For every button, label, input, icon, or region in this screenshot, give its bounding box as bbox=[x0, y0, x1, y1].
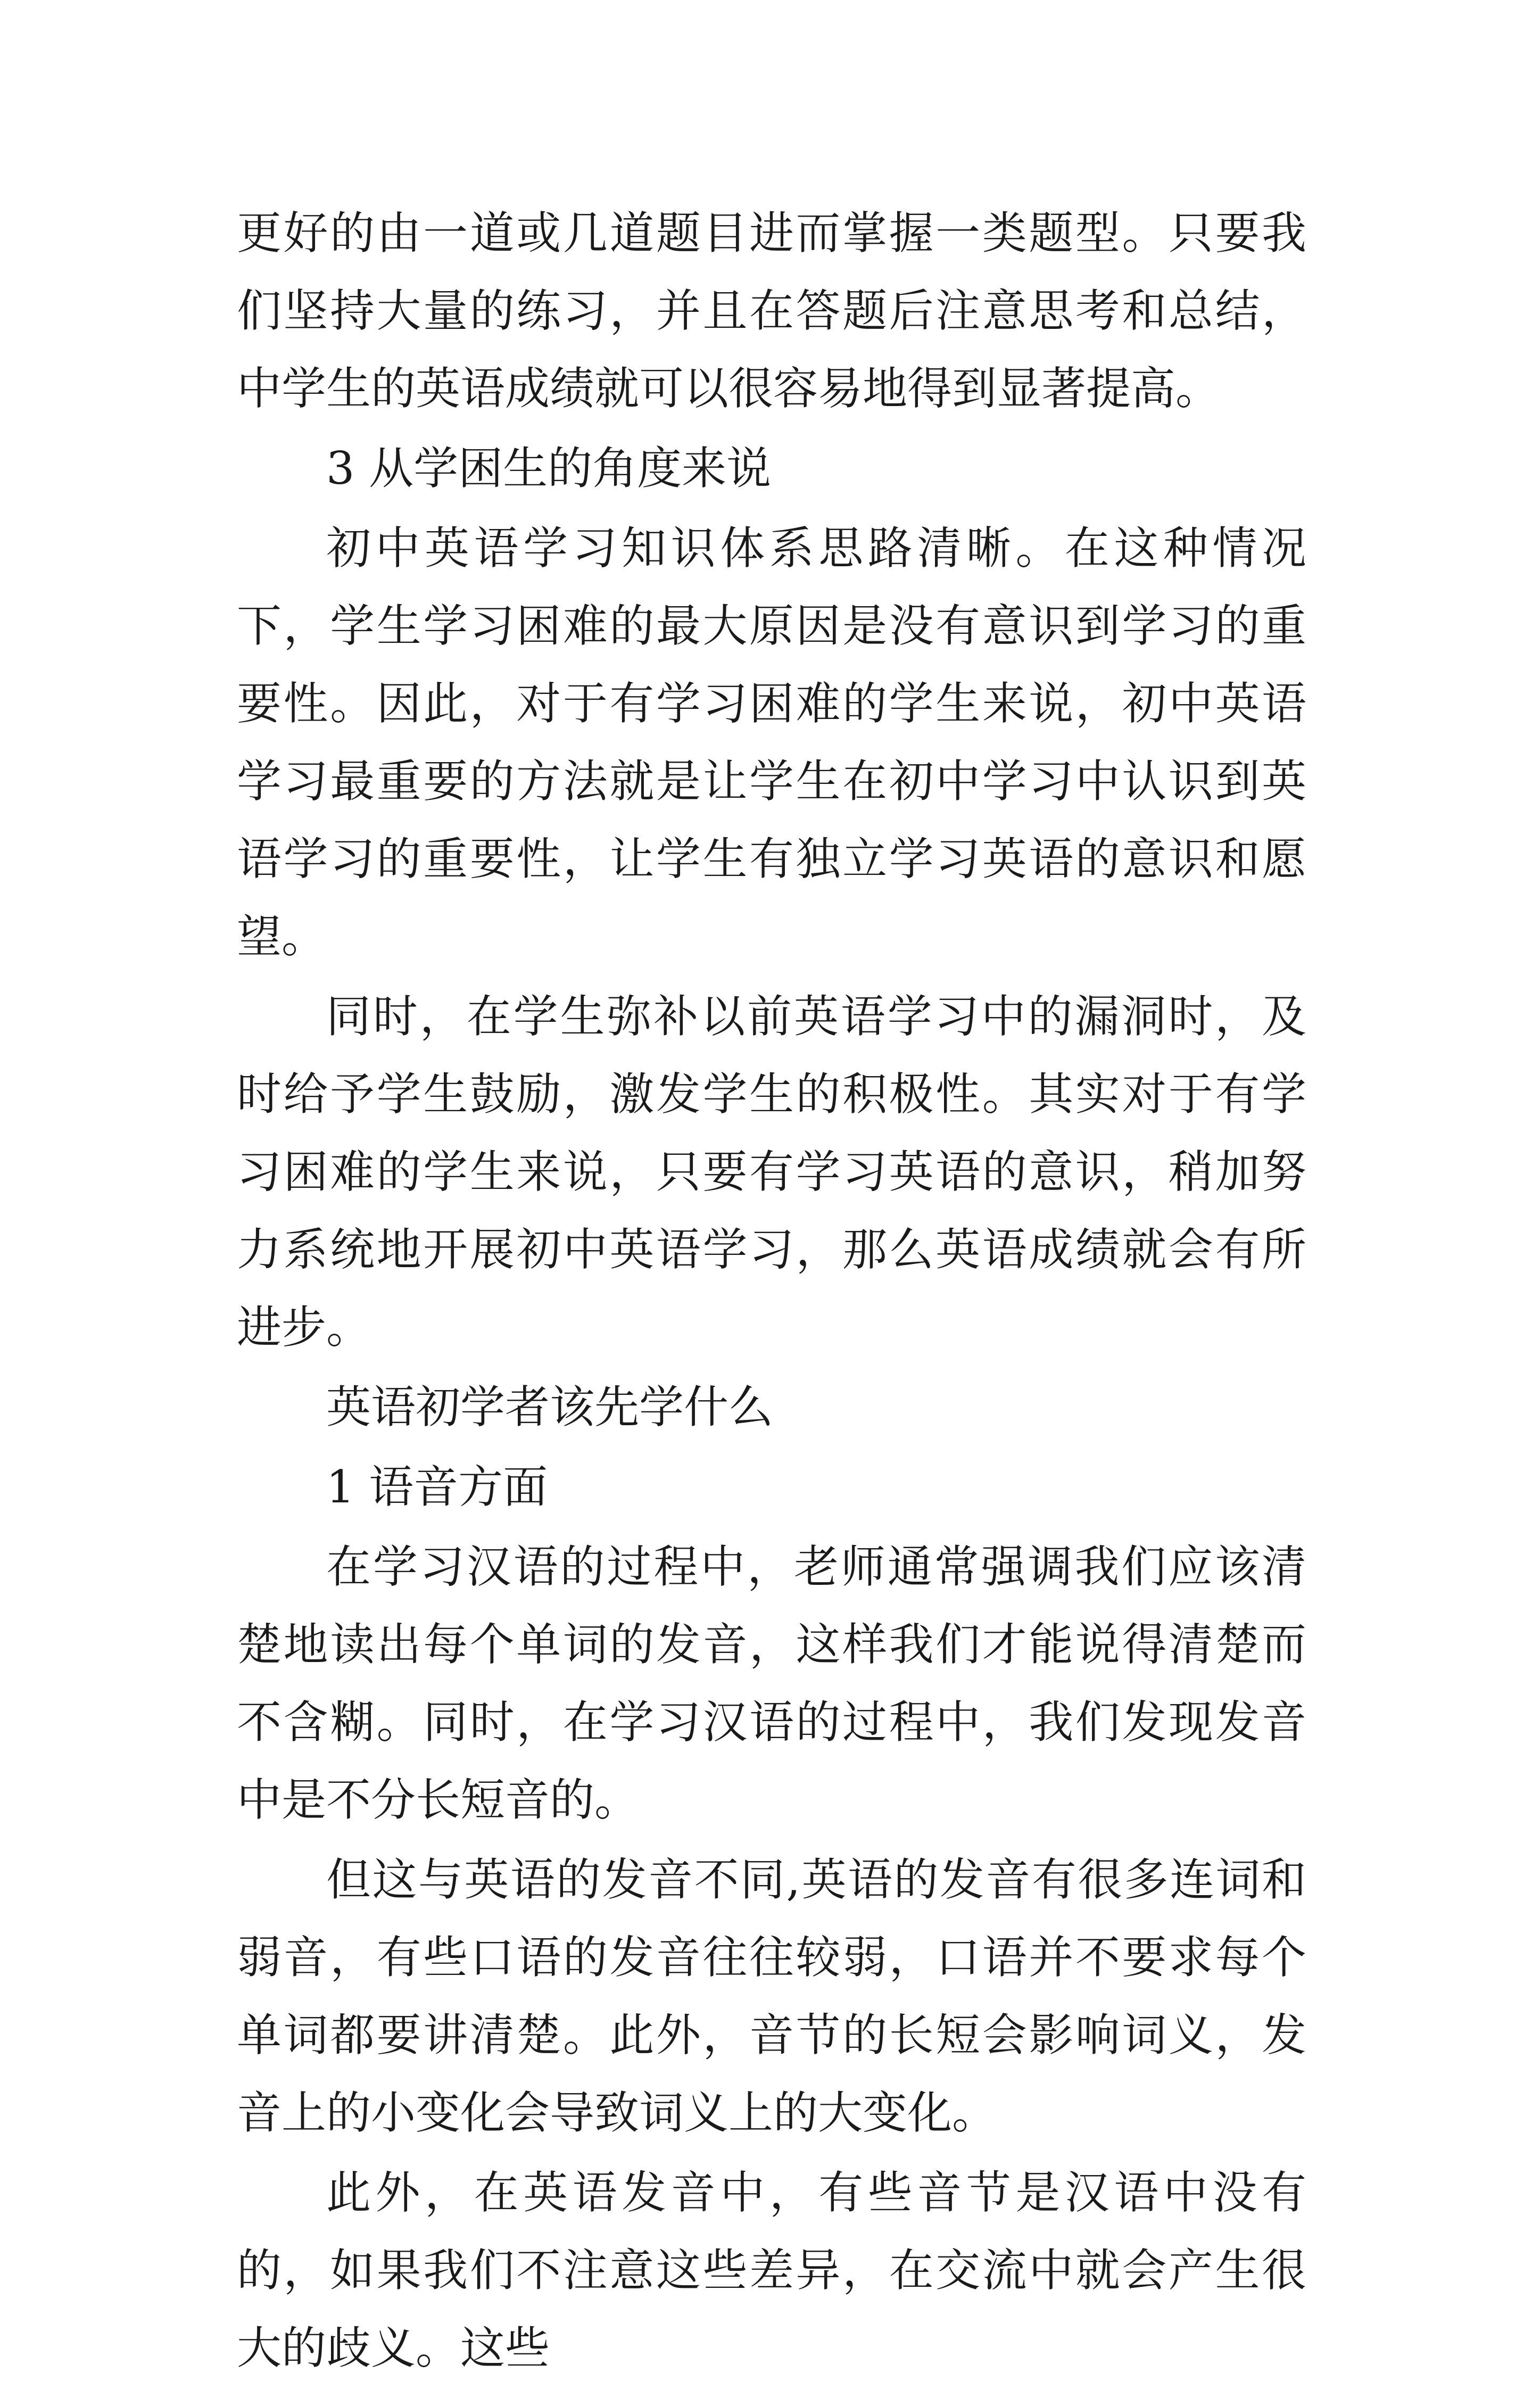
paragraph: 但这与英语的发音不同,英语的发音有很多连词和弱音，有些口语的发音往往较弱，口语并不要求每个单词都要讲清楚。此外，音节的长短会影响词义，发音上的小变化会导致词义上的大变化。 bbox=[237, 1854, 1306, 2139]
paragraph: 初中英语学习知识体系思路清晰。在这种情况下，学生学习困难的最大原因是没有意识到学习的重要性。因此，对于有学习困难的学生来说，初中英语学习最重要的方法就是让学生在初中学习中认识到英语学习的重要性，让学生有独立学习英语的意识和愿望。 bbox=[237, 522, 1306, 963]
paragraph: 此外，在英语发音中，有些音节是汉语中没有的，如果我们不注意这些差异，在交流中就会产生很大的歧义。这些 bbox=[237, 2167, 1306, 2374]
section-heading-pronunciation: 1 语音方面 bbox=[326, 1461, 548, 1513]
paragraph: 在学习汉语的过程中，老师通常强调我们应该清楚地读出每个单词的发音，这样我们才能说得清楚而不含糊。同时，在学习汉语的过程中，我们发现发音中是不分长短音的。 bbox=[237, 1541, 1306, 1826]
paragraph-continuation: 更好的由一道或几道题目进而掌握一类题型。只要我们坚持大量的练习，并且在答题后注意思考和总结，中学生的英语成绩就可以很容易地得到显著提高。 bbox=[237, 207, 1306, 415]
section-heading-beginners: 英语初学者该先学什么 bbox=[326, 1381, 774, 1433]
document-page bbox=[237, 194, 1306, 2389]
paragraph: 同时，在学生弥补以前英语学习中的漏洞时，及时给予学生鼓励，激发学生的积极性。其实对于有学习困难的学生来说，只要有学习英语的意识，稍加努力系统地开展初中英语学习，那么英语成绩就会有所进步。 bbox=[237, 990, 1306, 1353]
section-heading-struggling-students: 3 从学困生的角度来说 bbox=[326, 442, 772, 494]
